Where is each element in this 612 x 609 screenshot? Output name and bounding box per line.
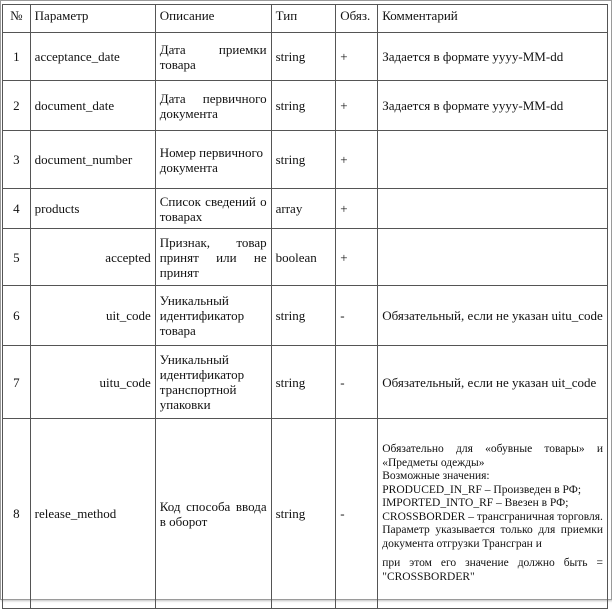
row-num: 2: [3, 81, 31, 131]
header-comment: Комментарий: [378, 5, 608, 33]
row-comment: [378, 189, 608, 229]
header-num: №: [3, 5, 31, 33]
row-type: array: [271, 189, 336, 229]
comment-line: PRODUCED_IN_RF – Произведен в РФ;: [382, 483, 582, 496]
row-required: +: [336, 189, 378, 229]
table-header-row: [3, 5, 608, 33]
header-required: Обяз.: [336, 5, 378, 33]
row-comment: Обязательный, если не указан uit_code: [378, 346, 608, 419]
row-num: 1: [3, 33, 31, 81]
row-required: +: [336, 33, 378, 81]
row-desc: Признак, товар принят или не принят: [155, 229, 271, 286]
row-type: string: [271, 131, 336, 189]
table-row: [3, 346, 608, 419]
row-param: release_method: [30, 419, 155, 609]
row-desc: Список сведений о товарах: [155, 189, 271, 229]
row-param: uit_code: [30, 286, 155, 346]
row-comment: Задается в формате yyyy-MM-dd: [378, 33, 608, 81]
row-comment: [378, 229, 608, 286]
row-desc: Номер первичного документа: [155, 131, 271, 189]
row-num: 8: [3, 419, 31, 609]
row-param: accepted: [30, 229, 155, 286]
row-comment: Обязательный, если не указан uitu_code: [378, 286, 608, 346]
row-required: +: [336, 229, 378, 286]
comment-line: CROSSBORDER – трансграничная торговля.: [382, 510, 603, 523]
row-type: string: [271, 81, 336, 131]
table-row: [3, 33, 608, 81]
row-required: -: [336, 346, 378, 419]
table-row: [3, 229, 608, 286]
comment-line: при этом его значение должно быть = "CROSSBORDER": [382, 557, 603, 583]
row-comment: [378, 131, 608, 189]
row-num: 3: [3, 131, 31, 189]
row-comment: [378, 419, 608, 609]
row-param: uitu_code: [30, 346, 155, 419]
header-param: Параметр: [30, 5, 155, 33]
row-type: string: [271, 33, 336, 81]
row-num: 7: [3, 346, 31, 419]
comment-line: Возможные значения:: [382, 470, 490, 482]
row-desc: Код способа ввода в оборот: [155, 419, 271, 609]
row-required: -: [336, 419, 378, 609]
row-type: string: [271, 286, 336, 346]
row-type: boolean: [271, 229, 336, 286]
table-row: [3, 131, 608, 189]
row-required: +: [336, 81, 378, 131]
row-param: document_date: [30, 81, 155, 131]
row-type: string: [271, 419, 336, 609]
row-desc: Уникальный идентификатор транспортной упаковки: [155, 346, 271, 419]
table-row: [3, 419, 608, 609]
comment-line: IMPORTED_INTO_RF – Ввезен в РФ;: [382, 497, 569, 509]
row-desc: Уникальный идентификатор товара: [155, 286, 271, 346]
parameters-table: [2, 4, 608, 609]
row-num: 4: [3, 189, 31, 229]
header-type: Тип: [271, 5, 336, 33]
row-comment: Задается в формате yyyy-MM-dd: [378, 81, 608, 131]
row-desc: Дата приемки товара: [155, 33, 271, 81]
row-param: acceptance_date: [30, 33, 155, 81]
row-required: -: [336, 286, 378, 346]
row-required: +: [336, 131, 378, 189]
table-row: [3, 286, 608, 346]
comment-line: Обязательно для «обувные товары» и «Предметы одежды»: [382, 443, 603, 469]
table-row: [3, 81, 608, 131]
row-type: string: [271, 346, 336, 419]
comment-line: Параметр указывается только для приемки документа отгрузки Трансгран и: [382, 524, 603, 550]
row-num: 5: [3, 229, 31, 286]
row-param: products: [30, 189, 155, 229]
row-num: 6: [3, 286, 31, 346]
table-row: [3, 189, 608, 229]
row-desc: Дата первичного документа: [155, 81, 271, 131]
header-desc: Описание: [155, 5, 271, 33]
row-param: document_number: [30, 131, 155, 189]
